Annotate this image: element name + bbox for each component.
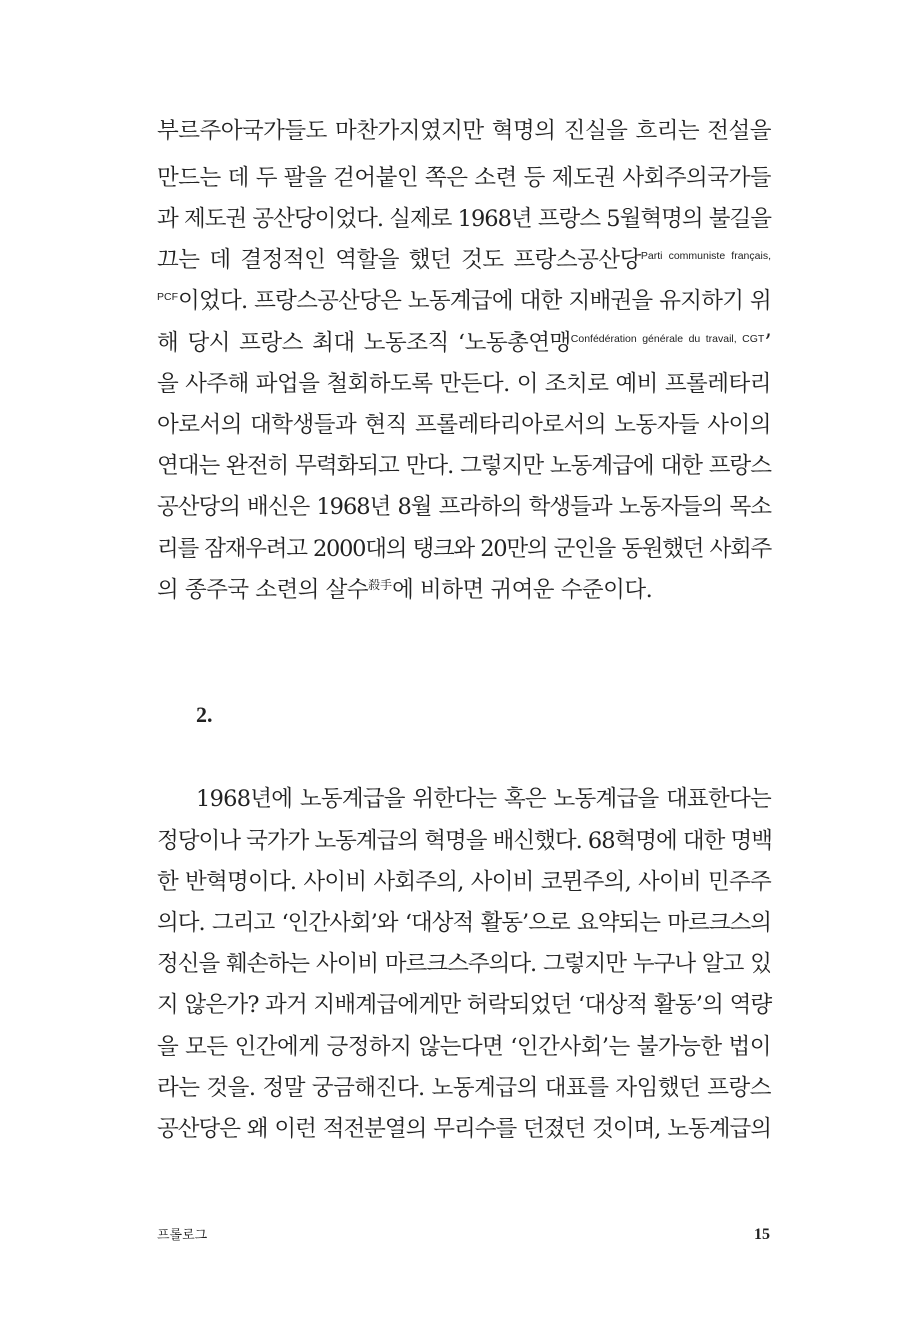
text-line: 한 반혁명이다. 사이비 사회주의, 사이비 코뮌주의, 사이비 민주주 <box>157 869 771 895</box>
text-line: 연대는 완전히 무력화되고 만다. 그렇지만 노동계급에 대한 프랑스 <box>157 453 771 479</box>
text-line: 끄는 데 결정적인 역할을 했던 것도 프랑스공산당$^{Parti communiste français,}$ <box>157 247 771 273</box>
text-line: 정신을 훼손하는 사이비 마르크스주의다. 그렇지만 누구나 알고 있 <box>157 951 771 977</box>
footnote-original-term: Confédération générale du travail, CGT <box>570 333 765 345</box>
text-line: 지 않은가? 과거 지배계급에게만 허락되었던 ‘대상적 활동’의 역량 <box>157 992 772 1018</box>
page-number: 15 <box>754 1226 770 1243</box>
text-line: 을 모든 인간에게 긍정하지 않는다면 ‘인간사회’는 불가능한 법이 <box>157 1034 771 1060</box>
running-footer-title: 프롤로그 <box>157 1228 208 1243</box>
text-line: 1968년에 노동계급을 위한다는 혹은 노동계급을 대표한다는 <box>196 786 771 812</box>
text-line: 해 당시 프랑스 최대 노동조직 ‘노동총연맹$^{Confédération générale du travail, CGT}$’ <box>157 330 771 356</box>
section-heading: 2. <box>196 702 213 727</box>
text-line: 라는 것을. 정말 궁금해진다. 노동계급의 대표를 자임했던 프랑스 <box>157 1075 771 1101</box>
text-line: $^{PCF}$이었다. 프랑스공산당은 노동계급에 대한 지배권을 유지하기 위 <box>157 288 771 314</box>
text-line: 아로서의 대학생들과 현직 프롤레타리아로서의 노동자들 사이의 <box>157 412 771 438</box>
text-line: 과 제도권 공산당이었다. 실제로 1968년 프랑스 5월혁명의 불길을 <box>157 206 771 232</box>
text-line: 만드는 데 두 팔을 걷어붙인 쪽은 소련 등 제도권 사회주의국가들 <box>157 165 771 191</box>
text-line: 정당이나 국가가 노동계급의 혁명을 배신했다. 68혁명에 대한 명백 <box>157 828 772 854</box>
footnote-original-term: PCF <box>157 291 178 303</box>
text-line: 의 종주국 소련의 살수$^{殺手}$에 비하면 귀여운 수준이다. <box>157 577 653 603</box>
text-line: 공산당의 배신은 1968년 8월 프라하의 학생들과 노동자들의 목소 <box>157 494 771 520</box>
text-line: 부르주아국가들도 마찬가지였지만 혁명의 진실을 흐리는 전설을 <box>157 118 771 144</box>
text-line: 의다. 그리고 ‘인간사회’와 ‘대상적 활동’으로 요약되는 마르크스의 <box>157 910 771 936</box>
footnote-original-term: Parti communiste français, <box>640 250 771 262</box>
text-line: 을 사주해 파업을 철회하도록 만든다. 이 조치로 예비 프롤레타리 <box>157 371 771 397</box>
footnote-hanja: 殺手 <box>368 578 393 592</box>
text-line: 리를 잠재우려고 2000대의 탱크와 20만의 군인을 동원했던 사회주 <box>157 536 771 562</box>
text-line: 공산당은 왜 이런 적전분열의 무리수를 던졌던 것이며, 노동계급의 <box>157 1116 771 1142</box>
